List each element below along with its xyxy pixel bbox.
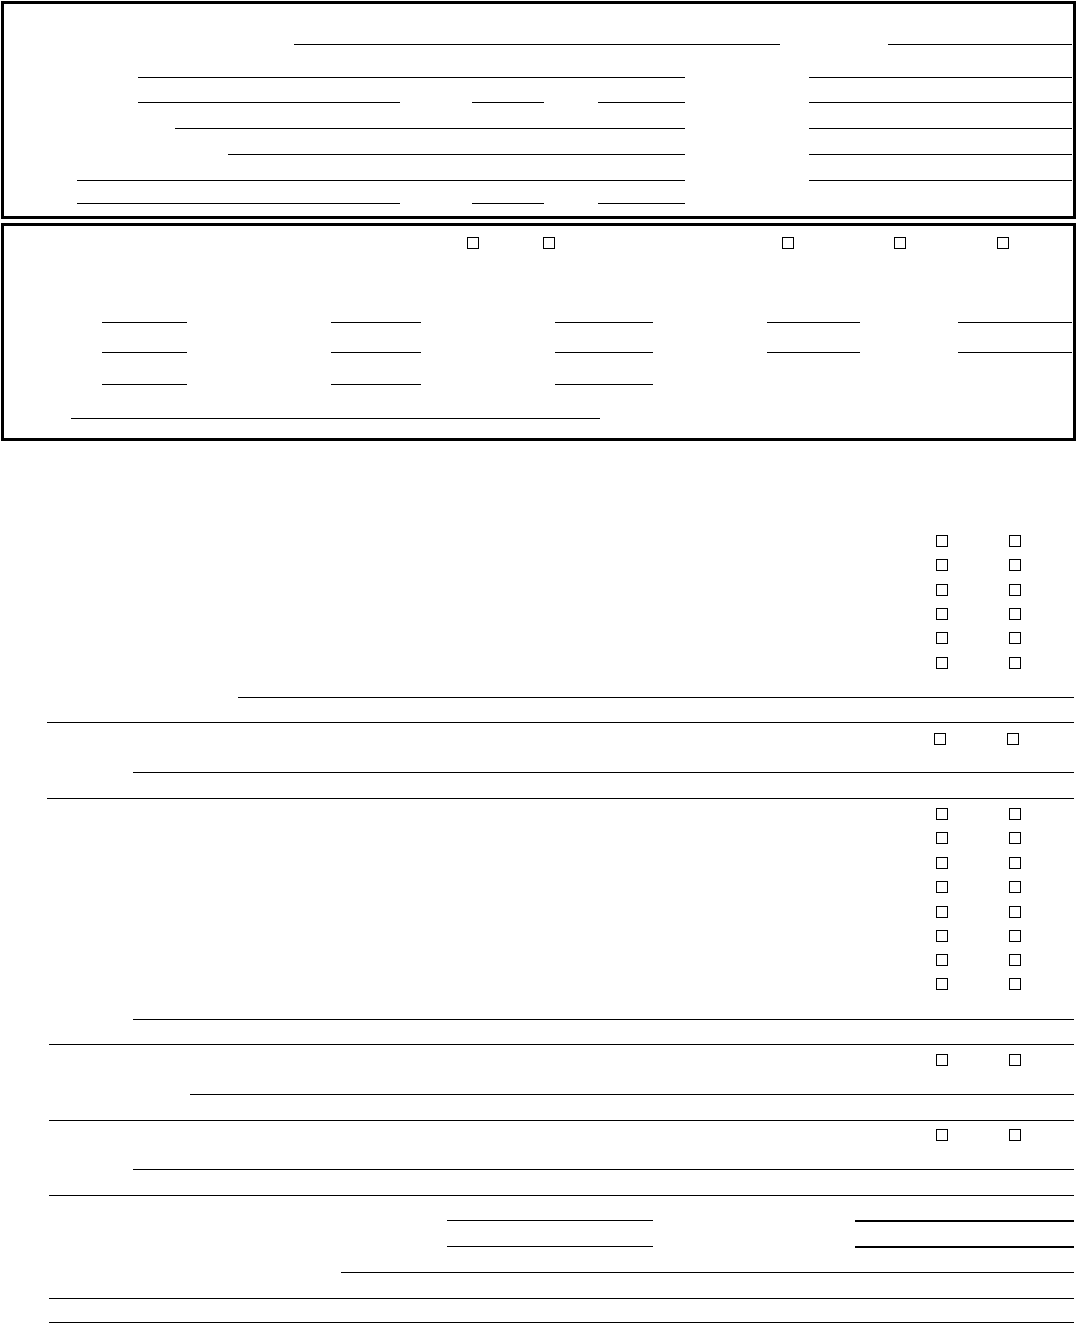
checkbox-no[interactable] <box>1009 608 1021 620</box>
field-line[interactable] <box>77 203 400 204</box>
field-line[interactable] <box>555 322 653 323</box>
checkbox-yes[interactable] <box>934 733 946 745</box>
field-line[interactable] <box>133 1169 1074 1170</box>
checkbox[interactable] <box>467 237 479 249</box>
field-line[interactable] <box>102 322 187 323</box>
field-line[interactable] <box>238 697 1074 698</box>
field-line[interactable] <box>331 322 421 323</box>
section-divider <box>49 1195 1074 1196</box>
checkbox-no[interactable] <box>1009 559 1021 571</box>
field-line[interactable] <box>447 1246 653 1247</box>
field-line[interactable] <box>133 772 1074 773</box>
section-divider <box>49 1298 1074 1299</box>
checkbox-no[interactable] <box>1009 584 1021 596</box>
checkbox-no[interactable] <box>1009 954 1021 966</box>
checkbox-yes[interactable] <box>936 657 948 669</box>
checkbox-no[interactable] <box>1009 906 1021 918</box>
checkbox-yes[interactable] <box>936 584 948 596</box>
field-line[interactable] <box>331 352 421 353</box>
checkbox-no[interactable] <box>1009 881 1021 893</box>
section-divider <box>49 1322 1074 1323</box>
field-line[interactable] <box>175 128 685 129</box>
checkbox-yes[interactable] <box>936 954 948 966</box>
field-line[interactable] <box>958 322 1072 323</box>
checkbox-no[interactable] <box>1009 1054 1021 1066</box>
checkbox[interactable] <box>543 237 555 249</box>
checkbox-yes[interactable] <box>936 808 948 820</box>
checkbox-yes[interactable] <box>936 930 948 942</box>
section-divider <box>47 722 1074 723</box>
checkbox-yes[interactable] <box>936 1054 948 1066</box>
field-line[interactable] <box>77 180 685 181</box>
field-line[interactable] <box>472 102 544 103</box>
checkbox-no[interactable] <box>1009 808 1021 820</box>
field-line[interactable] <box>331 384 421 385</box>
section-divider <box>47 798 1074 799</box>
checkbox-yes[interactable] <box>936 632 948 644</box>
field-line[interactable] <box>138 77 685 78</box>
field-line[interactable] <box>855 1220 1074 1222</box>
checkbox-no[interactable] <box>1009 657 1021 669</box>
checkbox-yes[interactable] <box>936 559 948 571</box>
field-line[interactable] <box>190 1094 1074 1095</box>
field-line[interactable] <box>555 384 653 385</box>
field-line[interactable] <box>809 77 1072 78</box>
checkbox-yes[interactable] <box>936 1129 948 1141</box>
checkbox-no[interactable] <box>1009 857 1021 869</box>
field-line[interactable] <box>447 1220 653 1221</box>
field-line[interactable] <box>228 154 685 155</box>
section-divider <box>49 1120 1074 1121</box>
section-1-box <box>1 1 1076 219</box>
checkbox-yes[interactable] <box>936 978 948 990</box>
field-line[interactable] <box>102 352 187 353</box>
field-line[interactable] <box>341 1272 1074 1273</box>
checkbox-no[interactable] <box>1009 978 1021 990</box>
field-line[interactable] <box>888 44 1072 45</box>
checkbox-yes[interactable] <box>936 857 948 869</box>
field-line[interactable] <box>133 1019 1074 1020</box>
checkbox-yes[interactable] <box>936 608 948 620</box>
field-line[interactable] <box>555 352 653 353</box>
checkbox-no[interactable] <box>1009 632 1021 644</box>
checkbox-no[interactable] <box>1007 733 1019 745</box>
checkbox-no[interactable] <box>1009 832 1021 844</box>
field-line[interactable] <box>294 44 780 45</box>
field-line[interactable] <box>958 352 1072 353</box>
checkbox-no[interactable] <box>1009 930 1021 942</box>
checkbox-yes[interactable] <box>936 881 948 893</box>
field-line[interactable] <box>809 102 1072 103</box>
checkbox-yes[interactable] <box>936 906 948 918</box>
checkbox[interactable] <box>997 237 1009 249</box>
field-line[interactable] <box>102 384 187 385</box>
field-line[interactable] <box>138 102 400 103</box>
field-line[interactable] <box>472 203 544 204</box>
field-line[interactable] <box>767 352 860 353</box>
checkbox[interactable] <box>782 237 794 249</box>
checkbox-yes[interactable] <box>936 832 948 844</box>
field-line[interactable] <box>598 203 685 204</box>
checkbox-no[interactable] <box>1009 535 1021 547</box>
field-line[interactable] <box>809 154 1072 155</box>
field-line[interactable] <box>855 1246 1074 1248</box>
field-line[interactable] <box>809 128 1072 129</box>
field-line[interactable] <box>809 180 1072 181</box>
field-line[interactable] <box>767 322 860 323</box>
checkbox-yes[interactable] <box>936 535 948 547</box>
field-line[interactable] <box>598 102 685 103</box>
section-divider <box>49 1044 1074 1045</box>
checkbox[interactable] <box>894 237 906 249</box>
field-line[interactable] <box>71 418 600 419</box>
checkbox-no[interactable] <box>1009 1129 1021 1141</box>
section-2-box <box>1 223 1076 441</box>
